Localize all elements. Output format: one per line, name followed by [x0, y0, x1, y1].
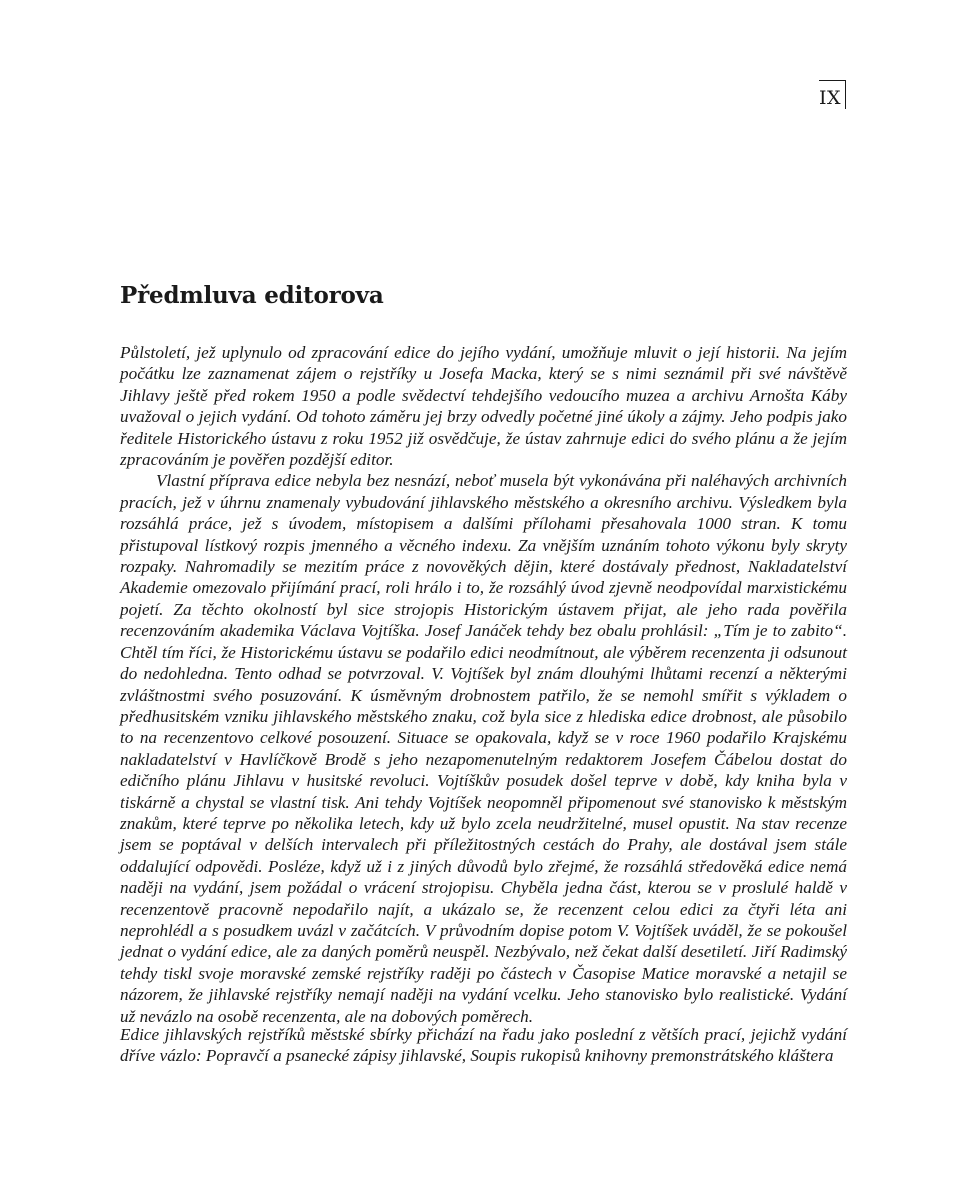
paragraph-2: Vlastní příprava edice nebyla bez nesnází, neboť musela být vykonávána při naléhavých archivních pracích, jež v úhrnu znamenaly vybudování jihlavského městského a okresního archivu. Výsledkem byla rozsáhlá práce, jež s úvodem, místopisem a dalšími přílohami přesahovala 1000 stran. K tomu přistupoval lístkový rozpis jmenného a věcného indexu. Za vnějším uznáním tohoto výkonu byly skryty rozpaky. Nahromadily se mezitím práce z novověkých dějin, které dostávaly přednost, Nakladatelství Akademie omezovalo přijímání prací, roli hrálo i to, že rozsáhlý úvod zjevně neodpovídal marxistickému pojetí. Za těchto okolností byl sice strojopis Historickým ústavem přijat, ale jeho rada pověřila recenzováním akademika Václava Vojtíška. Josef Janáček tehdy bez obalu prohlásil: „Tím je to zabito“. Chtěl tím říci, že Historickému ústavu se podařilo edici neodmítnout, ale výběrem recenzenta ji odsunout do nedohledna. Tento odhad se potvrzoval. V. Vojtíšek byl znám dlouhými lhůtami recenzí a některými zvláštnostmi svého posuzování. K úsměvným drobnostem patřilo, že se nemohl smířit s výkladem o předhusitském vzniku jihlavského městského znaku, což byla sice z hlediska edice drobnost, ale působilo to na recenzentovo celkové posouzení. Situace se opakovala, když se v roce 1960 podařilo Krajskému nakladatelství v Havlíčkově Brodě s jeho nezapomenutelným redaktorem Josefem Čábelou dostat do edičního plánu Jihlavu v husitské revoluci. Vojtíškův posudek došel teprve v době, kdy kniha byla v tiskárně a chystal se vlastní tisk. Ani tehdy Vojtíšek neopomněl připomenout své stanovisko k městským znakům, které teprve po několika letech, kdy už bylo zcela neudržitelné, musel opustit. Na stav recenze jsem se poptával v delších intervalech při příležitostných cestách do Prahy, ale dostával jsem stále oddalující odpovědi. Posléze, když už i z jiných důvodů bylo zřejmé, že rozsáhlá středověká edice nemá naději na vydání, jsem požádal o vrácení strojopisu. Chyběla jedna část, kterou se v proslulé haldě v recenzentově pracovně nepodařilo najít, a ukázalo se, že recenzent celou edici za čtyři léta ani neprohlédl a s posudkem uvázl v začátcích. V průvodním dopise potom V. Vojtíšek uváděl, že se pokoušel jednat o vydání edice, ale za daných poměrů neuspěl. Nezbývalo, než čekat další desetiletí. Jiří Radimský tehdy tiskl svoje moravské zemské rejstříky raději po částech v Časopise Matice moravské a netajil se názorem, že jihlavské rejstříky nemají naději na vydání vcelku. Jeho stanovisko bylo realistické. Vydání už nevázlo na osobě recenzenta, ale na dobových poměrech. — [120, 471, 847, 1026]
page-title: Předmluva editorova — [120, 282, 384, 309]
body-text-block-1 — [120, 342, 847, 1027]
body-text-block-2 — [120, 1024, 847, 1067]
paragraph-3: Edice jihlavských rejstříků městské sbírky přichází na řadu jako poslední z větších prací, jejichž vydání dříve vázlo: Popravčí a psanecké zápisy jihlavské, Soupis rukopisů knihovny premonstrátského kláštera — [120, 1025, 847, 1066]
paragraph-1: Půlstoletí, jež uplynulo od zpracování edice do jejího vydání, umožňuje mluvit o její historii. Na jejím počátku lze zaznamenat zájem o rejstříky u Josefa Macka, který se s nimi seznámil při své návštěvě Jihlavy ještě před rokem 1950 a podle svědectví tehdejšího vedoucího muzea a archivu Arnošta Káby uvažoval o jejich vydání. Od tohoto záměru jej brzy odvedly početné jiné úkoly a zájmy. Jeho podpis jako ředitele Historického ústavu z roku 1952 již osvědčuje, že ústav zahrnuje edici do svého plánu a že jejím zpracováním je pověřen pozdější editor. — [120, 343, 847, 470]
page-number: IX — [818, 87, 841, 109]
page-number-frame — [819, 80, 846, 109]
